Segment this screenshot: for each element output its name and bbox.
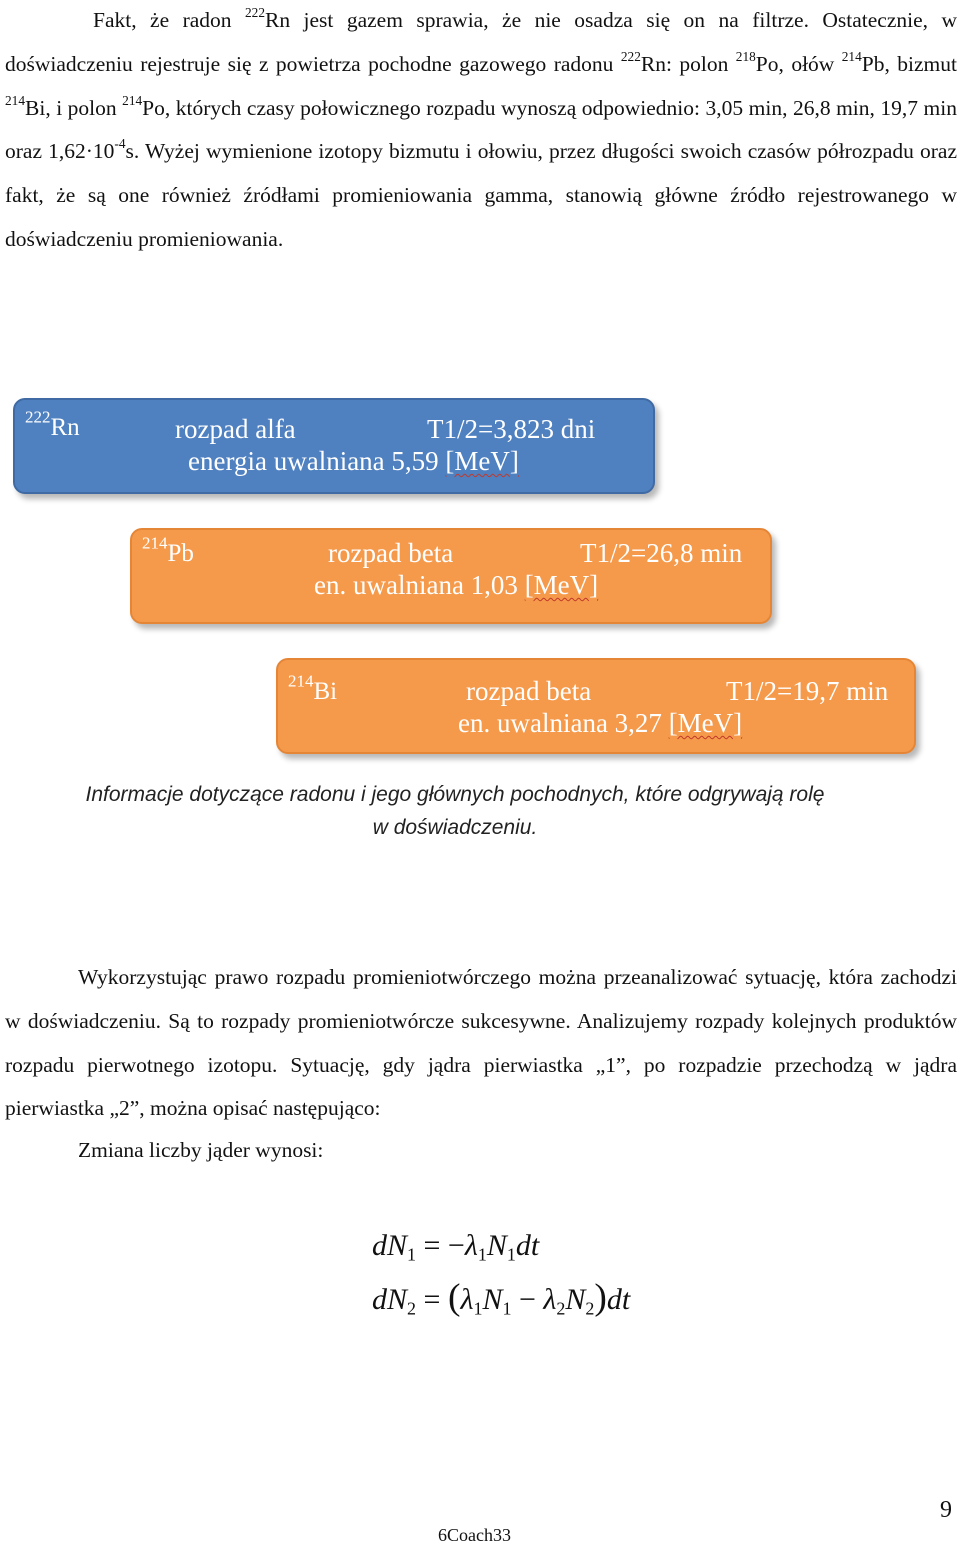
- energy-released: en. uwalniana 3,27 [MeV]: [458, 708, 743, 738]
- paragraph-decay-law: Wykorzystując prawo rozpadu promieniotwórczego można przeanalizować sytuację, która zachodzi w doświadczeniu. Są to rozpady promieniotwórcze sukcesywne. Analizujemy rozpady kolejnych produktów rozpadu pierwotnego izotopu. Sytuację, gdy jądra pierwiastka „1”, po rozpadzie przechodzą w jądra pierwiastka „2”, można opisać następująco:: [5, 965, 957, 1121]
- p1-text: Po, ołów: [755, 51, 842, 76]
- mass-number: 214: [5, 92, 25, 108]
- page-number: 9: [940, 1497, 952, 1523]
- figure-caption: Informacje dotyczące radonu i jego głównych pochodnych, które odgrywają rolę w doświadczeniu.: [85, 783, 825, 839]
- isotope-label: $^{214}$Bi: [288, 671, 338, 705]
- isotope-label: $^{222}$Rn: [25, 407, 80, 441]
- p1-text: s. Wyżej wymienione izotopy bizmutu i ołowiu, przez długości swoich czasów półrozpadu oraz fakt, że są one również źródłami promieniowania gamma, stanowią główne źródło rejestrowanego w doświadczeniu promieniowania.: [5, 139, 957, 251]
- decay-type: rozpad beta: [466, 676, 592, 706]
- paragraph-radon-derivatives: [5, 0, 957, 262]
- decay-type: rozpad alfa: [175, 414, 296, 444]
- energy-released: energia uwalniana 5,59 [MeV]: [188, 446, 519, 476]
- half-life: T1/2=26,8 min: [580, 538, 743, 568]
- decay-type: rozpad beta: [328, 538, 454, 568]
- decay-box-radon: [13, 398, 655, 494]
- equation-dn1: $dN_1 = -\lambda_1N_1dt$: [372, 1229, 540, 1265]
- mass-number: 222: [620, 48, 641, 64]
- half-life: T1/2=19,7 min: [726, 676, 889, 706]
- decay-box-bismuth: [276, 658, 916, 754]
- page-footer: 6Coach33: [438, 1525, 511, 1545]
- p1-text: Fakt, że radon: [93, 8, 245, 32]
- decay-box-lead: [130, 528, 772, 624]
- p1-text: Rn: polon: [640, 51, 736, 76]
- energy-released: en. uwalniana 1,03 [MeV]: [314, 570, 599, 600]
- p1-text: Po, których czasy połowicznego rozpadu wynoszą odpowiednio: 3,05 min, 26,8 min, 19,7 min oraz 1,62·10: [5, 95, 957, 164]
- paragraph-nuclei-change: Zmiana liczby jąder wynosi:: [78, 1138, 324, 1162]
- equation-dn2: $dN_2 = (\lambda_1N_1 - \lambda_2N_2)dt$: [372, 1277, 631, 1319]
- exponent: -4: [114, 136, 126, 152]
- mass-number: 214: [841, 48, 862, 64]
- isotope-label: $^{214}$Pb: [142, 533, 194, 567]
- p1-text: Pb, bizmut: [861, 51, 957, 76]
- p1-text: Rn jest gazem sprawia, że nie osadza się on na filtrze. Ostatecznie, w doświadczeniu rejestruje się z powietrza pochodne gazowego radonu: [5, 8, 958, 76]
- mass-number: 214: [122, 92, 143, 108]
- half-life: T1/2=3,823 dni: [427, 414, 596, 444]
- p1-text: Bi, i polon: [25, 95, 123, 120]
- mass-number: 222: [244, 5, 265, 21]
- mass-number: 218: [735, 48, 756, 64]
